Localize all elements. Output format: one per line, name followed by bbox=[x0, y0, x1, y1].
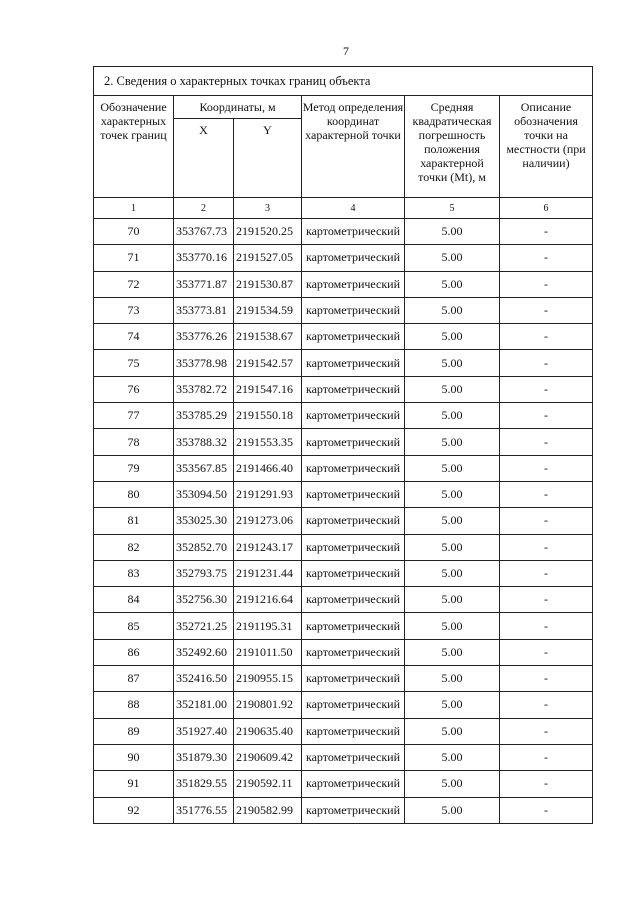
section-title: 2. Сведения о характерных точках границ объекта bbox=[94, 67, 593, 96]
coord-x: 353782.72 bbox=[174, 376, 234, 402]
table-row bbox=[94, 245, 593, 271]
header-coordinates: Координаты, м bbox=[174, 96, 302, 119]
description: - bbox=[500, 744, 593, 770]
error-value: 5.00 bbox=[405, 324, 500, 350]
coord-x: 353094.50 bbox=[174, 481, 234, 507]
coord-y: 2191466.40 bbox=[234, 455, 302, 481]
method: картометрический bbox=[302, 297, 405, 323]
coord-x: 353025.30 bbox=[174, 508, 234, 534]
header-description: Описание обозначения точки на местности (при наличии) bbox=[500, 96, 593, 198]
coord-y: 2191520.25 bbox=[234, 219, 302, 245]
coord-x: 353770.16 bbox=[174, 245, 234, 271]
description: - bbox=[500, 455, 593, 481]
point-id: 71 bbox=[94, 245, 174, 271]
coord-y: 2191553.35 bbox=[234, 429, 302, 455]
coord-y: 2191273.06 bbox=[234, 508, 302, 534]
description: - bbox=[500, 771, 593, 797]
coord-y: 2191550.18 bbox=[234, 403, 302, 429]
error-value: 5.00 bbox=[405, 376, 500, 402]
boundary-points-table bbox=[93, 66, 593, 824]
coord-x: 352721.25 bbox=[174, 613, 234, 639]
description: - bbox=[500, 271, 593, 297]
coord-x: 351927.40 bbox=[174, 718, 234, 744]
point-id: 72 bbox=[94, 271, 174, 297]
point-id: 90 bbox=[94, 744, 174, 770]
description: - bbox=[500, 245, 593, 271]
error-value: 5.00 bbox=[405, 666, 500, 692]
coord-y: 2191216.64 bbox=[234, 587, 302, 613]
table-row bbox=[94, 744, 593, 770]
error-value: 5.00 bbox=[405, 245, 500, 271]
table-row bbox=[94, 350, 593, 376]
coord-y: 2190582.99 bbox=[234, 797, 302, 823]
coord-x: 353785.29 bbox=[174, 403, 234, 429]
description: - bbox=[500, 403, 593, 429]
method: картометрический bbox=[302, 455, 405, 481]
method: картометрический bbox=[302, 639, 405, 665]
coord-y: 2191291.93 bbox=[234, 481, 302, 507]
error-value: 5.00 bbox=[405, 639, 500, 665]
method: картометрический bbox=[302, 718, 405, 744]
point-id: 76 bbox=[94, 376, 174, 402]
table-row bbox=[94, 587, 593, 613]
table-row bbox=[94, 797, 593, 823]
error-value: 5.00 bbox=[405, 797, 500, 823]
coord-y: 2190609.42 bbox=[234, 744, 302, 770]
table-row bbox=[94, 324, 593, 350]
description: - bbox=[500, 718, 593, 744]
point-id: 92 bbox=[94, 797, 174, 823]
description: - bbox=[500, 613, 593, 639]
description: - bbox=[500, 350, 593, 376]
description: - bbox=[500, 692, 593, 718]
table-row bbox=[94, 376, 593, 402]
column-number: 2 bbox=[174, 198, 234, 219]
coord-y: 2190955.15 bbox=[234, 666, 302, 692]
method: картометрический bbox=[302, 219, 405, 245]
point-id: 78 bbox=[94, 429, 174, 455]
method: картометрический bbox=[302, 271, 405, 297]
coord-x: 353567.85 bbox=[174, 455, 234, 481]
description: - bbox=[500, 219, 593, 245]
coord-y: 2191530.87 bbox=[234, 271, 302, 297]
error-value: 5.00 bbox=[405, 560, 500, 586]
method: картометрический bbox=[302, 613, 405, 639]
header-designation: Обозначение характерных точек границ bbox=[94, 96, 174, 198]
method: картометрический bbox=[302, 744, 405, 770]
description: - bbox=[500, 429, 593, 455]
coord-y: 2191534.59 bbox=[234, 297, 302, 323]
error-value: 5.00 bbox=[405, 481, 500, 507]
table-row bbox=[94, 219, 593, 245]
column-number: 5 bbox=[405, 198, 500, 219]
coord-x: 353773.81 bbox=[174, 297, 234, 323]
table-row bbox=[94, 718, 593, 744]
error-value: 5.00 bbox=[405, 692, 500, 718]
error-value: 5.00 bbox=[405, 297, 500, 323]
coord-y: 2191547.16 bbox=[234, 376, 302, 402]
table-row bbox=[94, 481, 593, 507]
coord-y: 2191011.50 bbox=[234, 639, 302, 665]
error-value: 5.00 bbox=[405, 744, 500, 770]
coord-x: 351879.30 bbox=[174, 744, 234, 770]
table-row bbox=[94, 271, 593, 297]
point-id: 77 bbox=[94, 403, 174, 429]
column-number: 1 bbox=[94, 198, 174, 219]
method: картометрический bbox=[302, 350, 405, 376]
error-value: 5.00 bbox=[405, 534, 500, 560]
coord-x: 352852.70 bbox=[174, 534, 234, 560]
coord-y: 2191243.17 bbox=[234, 534, 302, 560]
error-value: 5.00 bbox=[405, 429, 500, 455]
error-value: 5.00 bbox=[405, 271, 500, 297]
method: картометрический bbox=[302, 587, 405, 613]
coord-y: 2191538.67 bbox=[234, 324, 302, 350]
point-id: 83 bbox=[94, 560, 174, 586]
point-id: 79 bbox=[94, 455, 174, 481]
method: картометрический bbox=[302, 429, 405, 455]
table-row bbox=[94, 771, 593, 797]
table-row bbox=[94, 508, 593, 534]
coord-y: 2190635.40 bbox=[234, 718, 302, 744]
point-id: 80 bbox=[94, 481, 174, 507]
error-value: 5.00 bbox=[405, 718, 500, 744]
description: - bbox=[500, 666, 593, 692]
point-id: 85 bbox=[94, 613, 174, 639]
description: - bbox=[500, 324, 593, 350]
table-row bbox=[94, 297, 593, 323]
method: картометрический bbox=[302, 508, 405, 534]
header-error: Средняя квадратическая погрешность положения характерной точки (Mt), м bbox=[405, 96, 500, 198]
description: - bbox=[500, 481, 593, 507]
description: - bbox=[500, 797, 593, 823]
description: - bbox=[500, 297, 593, 323]
method: картометрический bbox=[302, 560, 405, 586]
table-row bbox=[94, 534, 593, 560]
method: картометрический bbox=[302, 245, 405, 271]
point-id: 86 bbox=[94, 639, 174, 665]
method: картометрический bbox=[302, 666, 405, 692]
description: - bbox=[500, 587, 593, 613]
page-number: 7 bbox=[343, 44, 349, 58]
column-number: 3 bbox=[234, 198, 302, 219]
coord-x: 352756.30 bbox=[174, 587, 234, 613]
error-value: 5.00 bbox=[405, 455, 500, 481]
method: картометрический bbox=[302, 481, 405, 507]
column-number-row bbox=[94, 198, 593, 219]
point-id: 70 bbox=[94, 219, 174, 245]
coord-x: 353767.73 bbox=[174, 219, 234, 245]
point-id: 89 bbox=[94, 718, 174, 744]
header-method: Метод определения координат характерной точки bbox=[302, 96, 405, 198]
coord-y: 2191195.31 bbox=[234, 613, 302, 639]
coord-x: 352181.00 bbox=[174, 692, 234, 718]
point-id: 82 bbox=[94, 534, 174, 560]
point-id: 75 bbox=[94, 350, 174, 376]
header-y: Y bbox=[234, 119, 302, 198]
point-id: 88 bbox=[94, 692, 174, 718]
description: - bbox=[500, 639, 593, 665]
coord-x: 351829.55 bbox=[174, 771, 234, 797]
error-value: 5.00 bbox=[405, 403, 500, 429]
table-row bbox=[94, 403, 593, 429]
error-value: 5.00 bbox=[405, 350, 500, 376]
coord-y: 2191542.57 bbox=[234, 350, 302, 376]
point-id: 91 bbox=[94, 771, 174, 797]
point-id: 73 bbox=[94, 297, 174, 323]
coord-x: 353788.32 bbox=[174, 429, 234, 455]
coord-y: 2191527.05 bbox=[234, 245, 302, 271]
coord-x: 351776.55 bbox=[174, 797, 234, 823]
coord-x: 352793.75 bbox=[174, 560, 234, 586]
description: - bbox=[500, 560, 593, 586]
coord-x: 353771.87 bbox=[174, 271, 234, 297]
coord-x: 353776.26 bbox=[174, 324, 234, 350]
table-row bbox=[94, 560, 593, 586]
error-value: 5.00 bbox=[405, 771, 500, 797]
method: картометрический bbox=[302, 797, 405, 823]
table-row bbox=[94, 455, 593, 481]
coord-y: 2190801.92 bbox=[234, 692, 302, 718]
table-row bbox=[94, 429, 593, 455]
description: - bbox=[500, 508, 593, 534]
coord-x: 352416.50 bbox=[174, 666, 234, 692]
error-value: 5.00 bbox=[405, 219, 500, 245]
table-row bbox=[94, 613, 593, 639]
method: картометрический bbox=[302, 534, 405, 560]
method: картометрический bbox=[302, 324, 405, 350]
description: - bbox=[500, 534, 593, 560]
method: картометрический bbox=[302, 771, 405, 797]
header-x: X bbox=[174, 119, 234, 198]
point-id: 87 bbox=[94, 666, 174, 692]
point-id: 81 bbox=[94, 508, 174, 534]
method: картометрический bbox=[302, 403, 405, 429]
coord-y: 2191231.44 bbox=[234, 560, 302, 586]
coord-x: 352492.60 bbox=[174, 639, 234, 665]
error-value: 5.00 bbox=[405, 613, 500, 639]
description: - bbox=[500, 376, 593, 402]
coord-y: 2190592.11 bbox=[234, 771, 302, 797]
error-value: 5.00 bbox=[405, 508, 500, 534]
table-row bbox=[94, 692, 593, 718]
column-number: 6 bbox=[500, 198, 593, 219]
method: картометрический bbox=[302, 376, 405, 402]
point-id: 84 bbox=[94, 587, 174, 613]
point-id: 74 bbox=[94, 324, 174, 350]
method: картометрический bbox=[302, 692, 405, 718]
table-row bbox=[94, 666, 593, 692]
table-row bbox=[94, 639, 593, 665]
coord-x: 353778.98 bbox=[174, 350, 234, 376]
error-value: 5.00 bbox=[405, 587, 500, 613]
column-number: 4 bbox=[302, 198, 405, 219]
